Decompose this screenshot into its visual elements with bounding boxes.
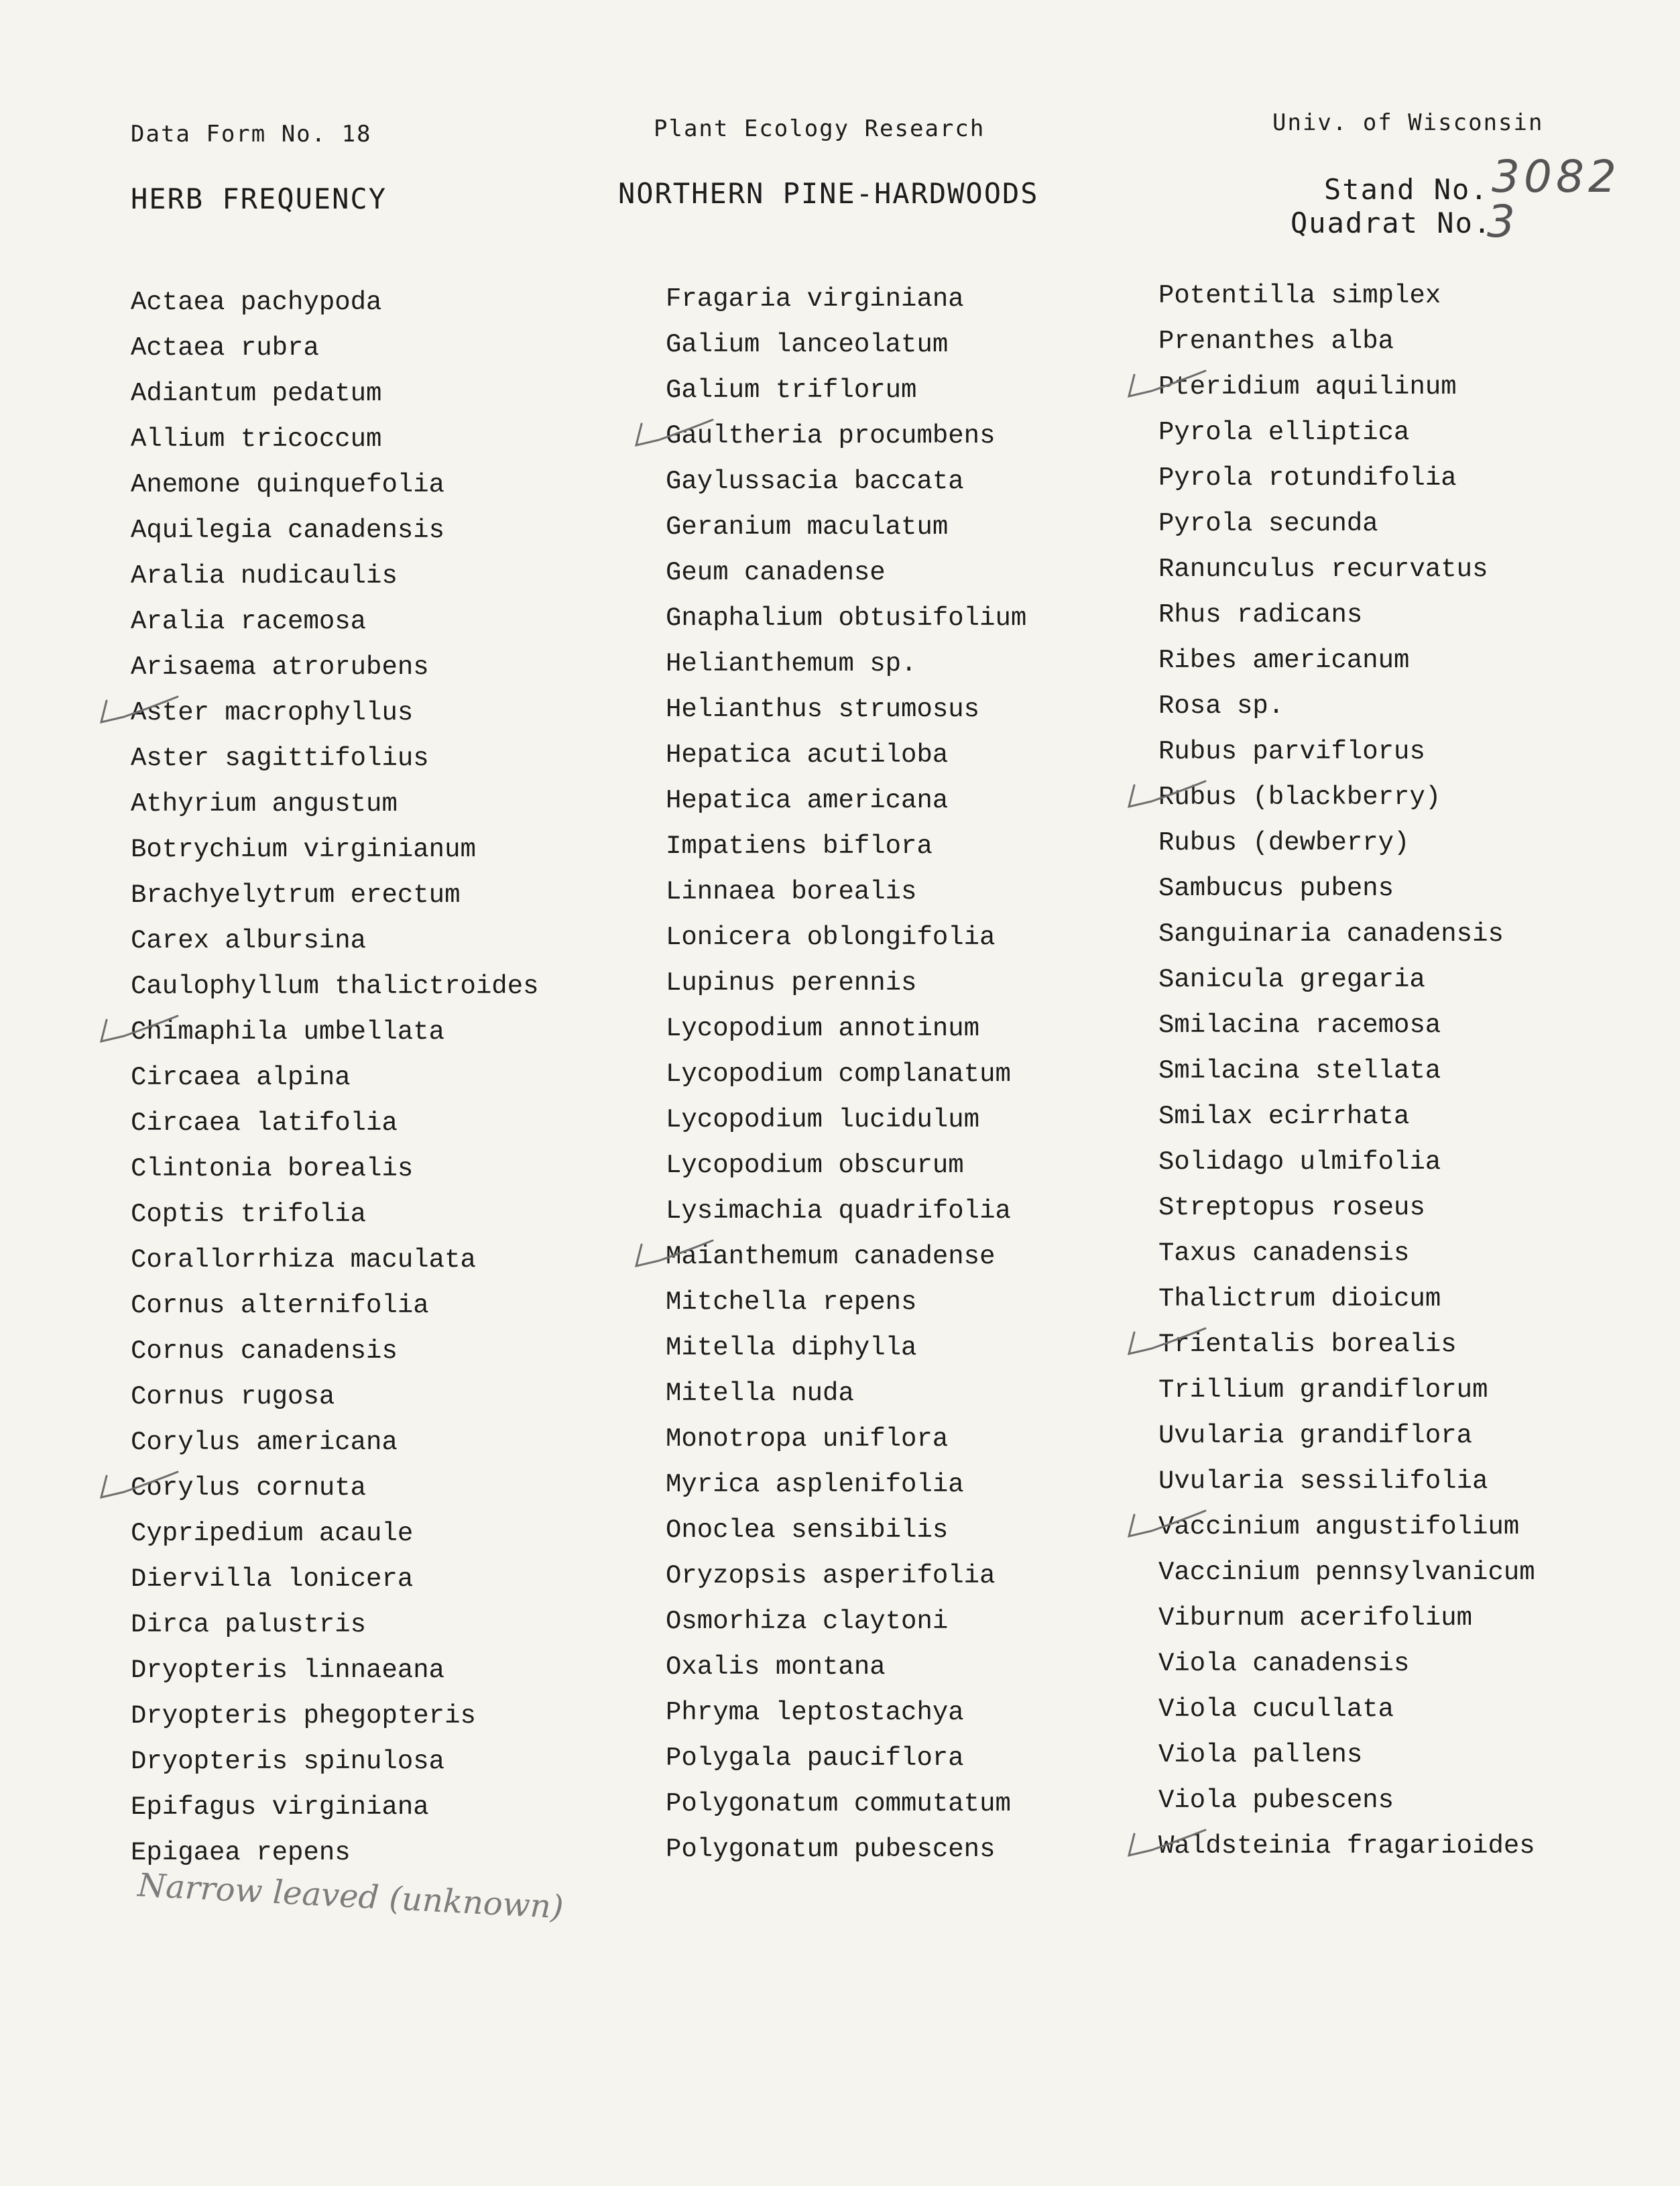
species-name: Dryopteris phegopteris [131,1701,476,1731]
species-name: Cornus alternifolia [131,1291,429,1320]
species-item [666,1741,1026,1786]
species-name: Circaea alpina [131,1063,351,1092]
species-item [1158,1601,1535,1646]
species-item [1158,871,1535,917]
species-name: Pyrola secunda [1158,509,1378,538]
species-item [131,1106,539,1151]
species-item [666,1558,1026,1604]
species-name: Diervilla lonicera [131,1564,414,1594]
species-item [666,601,1026,646]
species-name: Impatiens biflora [666,831,933,861]
species-name: Viola cucullata [1158,1694,1394,1724]
species-name: Carex albursina [131,926,367,956]
species-name: Geranium maculatum [666,512,949,542]
species-item [1158,1236,1535,1281]
species-column-1 [131,285,539,1881]
species-item [131,832,539,878]
species-name: Mitchella repens [666,1287,917,1317]
species-item [1158,461,1535,506]
species-name: Lycopodium obscurum [666,1151,964,1180]
species-item [666,829,1026,874]
species-column-3 [1158,278,1535,1874]
species-name: Viola pallens [1158,1740,1363,1770]
species-item [131,741,539,787]
species-item [1158,1053,1535,1099]
species-name: Pyrola elliptica [1158,418,1410,447]
species-item [131,695,539,741]
species-item [1158,1281,1535,1327]
species-name: Caulophyllum thalictroides [131,972,539,1001]
species-item [131,376,539,422]
species-item [131,1197,539,1243]
species-item [666,692,1026,738]
species-name: Corylus americana [131,1428,398,1457]
species-name: Dirca palustris [131,1610,367,1640]
species-name: Cypripedium acaule [131,1519,414,1548]
species-name: Chimaphila umbellata [131,1017,445,1047]
species-item [1158,734,1535,780]
species-name: Lycopodium annotinum [666,1014,980,1043]
research-label: Plant Ecology Research [654,115,985,142]
species-item [131,923,539,969]
species-item [666,1695,1026,1741]
species-item [1158,369,1535,415]
species-item [666,418,1026,464]
species-item [666,1285,1026,1330]
species-name: Geum canadense [666,558,886,587]
species-name: Rubus (blackberry) [1158,783,1441,812]
species-name: Dryopteris spinulosa [131,1747,445,1776]
species-item [1158,1692,1535,1737]
species-name: Dryopteris linnaeana [131,1656,445,1685]
species-name: Potentilla simplex [1158,281,1441,310]
species-name: Galium lanceolatum [666,330,949,359]
species-name: Cornus rugosa [131,1382,335,1412]
species-name: Polygonatum commutatum [666,1789,1011,1819]
species-name: Sanguinaria canadensis [1158,919,1504,949]
species-item [131,1288,539,1334]
species-item [1158,415,1535,461]
species-item [666,646,1026,692]
species-name: Oxalis montana [666,1652,886,1682]
species-name: Lycopodium complanatum [666,1059,1011,1089]
species-name: Myrica asplenifolia [666,1470,964,1499]
species-item [1158,1008,1535,1053]
species-item [666,1467,1026,1513]
species-item [131,969,539,1015]
species-name: Hepatica americana [666,786,949,815]
species-item [666,1376,1026,1422]
species-item [666,1422,1026,1467]
species-item [1158,780,1535,825]
species-item [1158,506,1535,552]
species-item [666,510,1026,555]
species-name: Pyrola rotundifolia [1158,463,1457,493]
quadrat-label: Quadrat No. [1291,207,1492,239]
form-number: Data Form No. 18 [131,121,372,148]
species-name: Fragaria virginiana [666,284,964,314]
species-name: Anemone quinquefolia [131,470,445,500]
species-name: Rubus parviflorus [1158,737,1425,766]
species-item [1158,1829,1535,1874]
species-item [666,1604,1026,1650]
species-name: Smilacina stellata [1158,1056,1441,1086]
species-name: Sanicula gregaria [1158,965,1425,994]
species-item [1158,1327,1535,1373]
species-item [131,1334,539,1379]
species-item [131,1060,539,1106]
species-name: Cornus canadensis [131,1336,398,1366]
species-item [1158,324,1535,369]
species-item [1158,1509,1535,1555]
species-name: Circaea latifolia [131,1108,398,1138]
species-item [666,1513,1026,1558]
species-name: Corylus cornuta [131,1473,367,1503]
species-name: Gnaphalium obtusifolium [666,603,1027,633]
species-item [131,513,539,559]
species-item [131,1516,539,1562]
species-name: Polygonatum pubescens [666,1835,996,1864]
species-item [131,559,539,604]
university-label: Univ. of Wisconsin [1272,109,1544,136]
species-item [1158,597,1535,643]
species-name: Aster sagittifolius [131,744,429,773]
species-name: Botrychium virginianum [131,835,476,864]
species-name: Aster macrophyllus [131,698,414,728]
species-item [666,1832,1026,1878]
species-name: Viola pubescens [1158,1786,1394,1815]
species-name: Arisaema atrorubens [131,652,429,682]
species-name: Epigaea repens [131,1838,351,1867]
species-item [1158,1555,1535,1601]
species-name: Onoclea sensibilis [666,1515,949,1545]
species-item [666,966,1026,1011]
species-name: Rubus (dewberry) [1158,828,1410,858]
species-name: Pteridium aquilinum [1158,372,1457,402]
species-name: Smilax ecirrhata [1158,1102,1410,1131]
species-item [1158,1646,1535,1692]
species-name: Ranunculus recurvatus [1158,555,1488,584]
species-name: Actaea pachypoda [131,288,382,317]
species-item [131,1379,539,1425]
species-item [666,874,1026,920]
species-column-2 [666,282,1026,1878]
species-name: Viburnum acerifolium [1158,1603,1473,1633]
species-name: Clintonia borealis [131,1154,414,1184]
species-name: Lupinus perennis [666,968,917,998]
species-name: Hepatica acutiloba [666,740,949,770]
species-name: Uvularia grandiflora [1158,1421,1473,1450]
species-name: Adiantum pedatum [131,379,382,408]
handwritten-note: Narrow leaved (unknown) [136,1866,564,1926]
species-name: Linnaea borealis [666,877,917,907]
species-name: Monotropa uniflora [666,1424,949,1454]
species-item [1158,552,1535,597]
species-item [131,1607,539,1653]
species-name: Helianthemum sp. [666,649,917,679]
species-name: Uvularia sessilifolia [1158,1466,1488,1496]
species-item [131,1562,539,1607]
species-name: Trillium grandiflorum [1158,1375,1488,1405]
species-item [131,1151,539,1197]
species-name: Solidago ulmifolia [1158,1147,1441,1177]
species-name: Aquilegia canadensis [131,516,445,545]
species-name: Maianthemum canadense [666,1242,996,1271]
species-item [666,920,1026,966]
species-item [666,738,1026,783]
species-item [131,1790,539,1835]
species-item [1158,1190,1535,1236]
species-item [1158,1418,1535,1464]
species-item [666,327,1026,373]
species-name: Epifagus virginiana [131,1792,429,1822]
species-item [666,282,1026,327]
species-name: Vaccinium pennsylvanicum [1158,1558,1535,1587]
species-item [1158,1783,1535,1829]
species-item [1158,1145,1535,1190]
species-item [666,555,1026,601]
species-item [131,1471,539,1516]
species-item [1158,689,1535,734]
species-name: Sambucus pubens [1158,874,1394,903]
species-name: Phryma leptostachya [666,1698,964,1727]
species-name: Oryzopsis asperifolia [666,1561,996,1591]
species-name: Vaccinium angustifolium [1158,1512,1520,1542]
species-item [1158,1464,1535,1509]
species-item [131,1425,539,1471]
species-item [131,1699,539,1744]
species-name: Mitella nuda [666,1379,854,1408]
species-item [131,1243,539,1288]
species-name: Lycopodium lucidulum [666,1105,980,1135]
species-name: Gaultheria procumbens [666,421,996,451]
species-item [131,422,539,467]
species-item [131,285,539,331]
species-name: Allium tricoccum [131,424,382,454]
species-name: Rhus radicans [1158,600,1363,630]
quadrat-number: 3 [1487,196,1519,247]
stand-label: Stand No. [1324,173,1489,206]
species-name: Streptopus roseus [1158,1193,1425,1222]
species-name: Galium triflorum [666,376,917,405]
species-item [666,1786,1026,1832]
species-name: Helianthus strumosus [666,695,980,724]
species-name: Athyrium angustum [131,789,398,819]
species-item [666,1650,1026,1695]
species-name: Polygala pauciflora [666,1743,964,1773]
species-item [666,783,1026,829]
species-item [666,1102,1026,1148]
species-name: Gaylussacia baccata [666,467,964,496]
species-name: Waldsteinia fragarioides [1158,1831,1535,1861]
species-name: Corallorrhiza maculata [131,1245,476,1275]
species-item [1158,1373,1535,1418]
species-name: Prenanthes alba [1158,327,1394,356]
species-name: Coptis trifolia [131,1200,367,1229]
species-item [666,1330,1026,1376]
species-item [131,787,539,832]
species-item [131,331,539,376]
species-name: Lysimachia quadrifolia [666,1196,1011,1226]
species-name: Lonicera oblongifolia [666,923,996,952]
species-name: Osmorhiza claytoni [666,1607,949,1636]
species-item [666,1148,1026,1194]
species-name: Taxus canadensis [1158,1239,1410,1268]
species-name: Trientalis borealis [1158,1330,1457,1359]
species-item [666,1239,1026,1285]
species-item [1158,917,1535,962]
species-item [666,464,1026,510]
species-item [131,1653,539,1699]
species-name: Actaea rubra [131,333,319,363]
species-name: Ribes americanum [1158,646,1410,675]
species-name: Aralia racemosa [131,607,367,636]
species-item [1158,962,1535,1008]
form-title: HERB FREQUENCY [131,182,387,215]
stand-number: 3082 [1492,151,1620,203]
species-item [666,1194,1026,1239]
species-item [131,467,539,513]
species-item [1158,1737,1535,1783]
species-item [666,373,1026,418]
species-name: Mitella diphylla [666,1333,917,1363]
species-name: Smilacina racemosa [1158,1011,1441,1040]
species-item [1158,643,1535,689]
species-item [131,604,539,650]
species-item [1158,825,1535,871]
species-name: Brachyelytrum erectum [131,880,461,910]
community-title: NORTHERN PINE-HARDWOODS [618,177,1039,210]
species-name: Aralia nudicaulis [131,561,398,591]
species-item [131,878,539,923]
species-item [131,650,539,695]
species-name: Thalictrum dioicum [1158,1284,1441,1314]
species-name: Rosa sp. [1158,691,1284,721]
species-item [1158,1099,1535,1145]
species-name: Viola canadensis [1158,1649,1410,1678]
species-item [131,1744,539,1790]
species-item [666,1011,1026,1057]
species-item [1158,278,1535,324]
species-item [666,1057,1026,1102]
species-item [131,1015,539,1060]
